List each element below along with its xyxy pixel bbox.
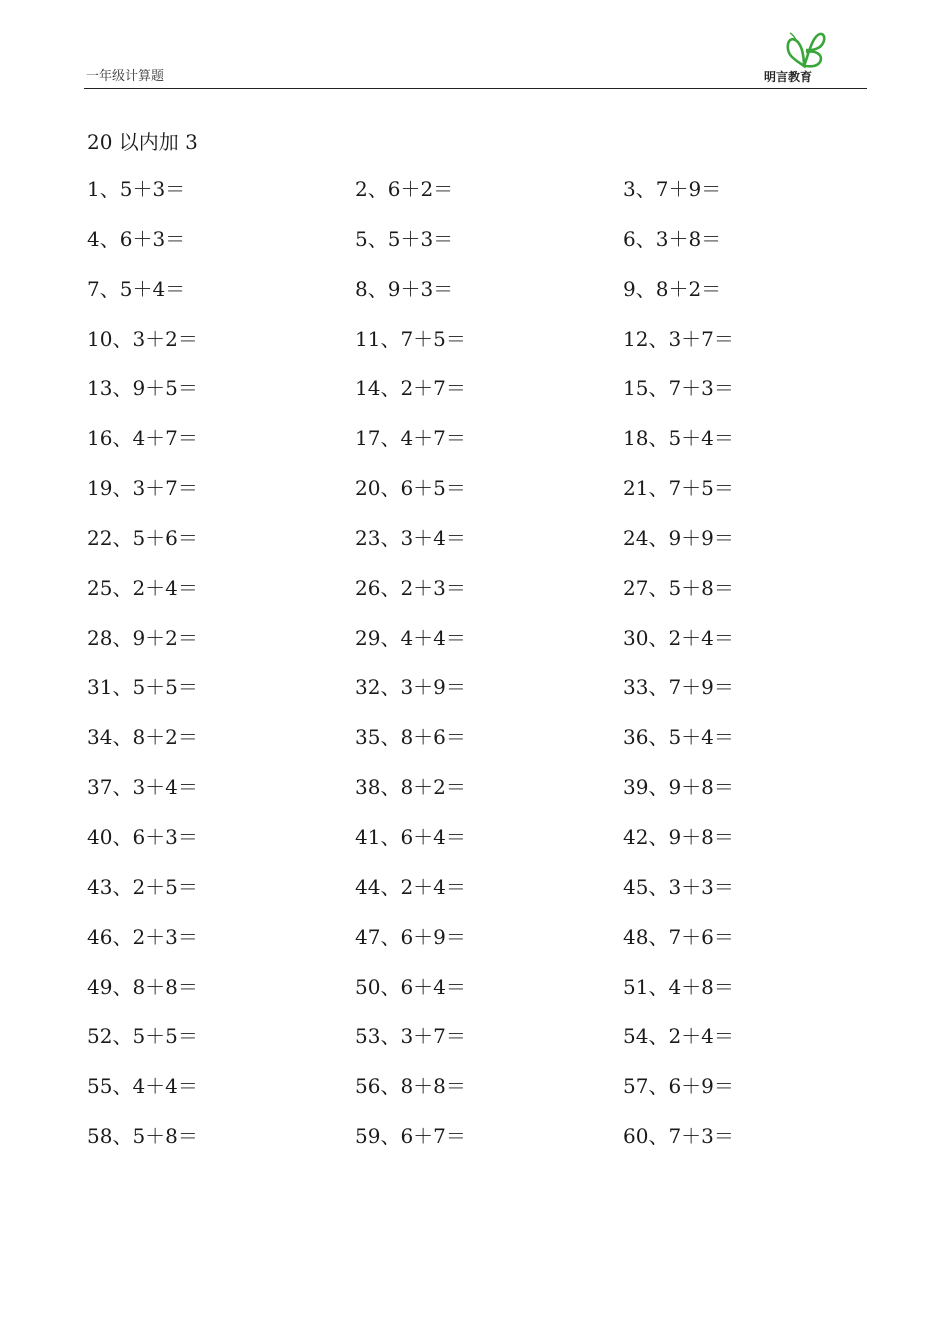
problem-item: 2、6＋2＝ bbox=[355, 177, 454, 201]
problem-item: 12、3＋7＝ bbox=[623, 326, 734, 351]
problem-item: 23、3＋4＝ bbox=[355, 525, 466, 550]
problem-item: 38、8＋2＝ bbox=[355, 775, 466, 800]
problem-item: 28、9＋2＝ bbox=[87, 625, 198, 650]
problem-item: 39、9＋8＝ bbox=[623, 775, 734, 800]
problem-item: 60、7＋3＝ bbox=[623, 1124, 734, 1149]
problem-item: 34、8＋2＝ bbox=[87, 725, 198, 750]
problem-item: 47、6＋9＝ bbox=[355, 924, 466, 949]
logo-text: 明言教育 bbox=[764, 70, 813, 84]
problem-item: 57、6＋9＝ bbox=[623, 1074, 734, 1099]
problem-item: 53、3＋7＝ bbox=[355, 1024, 466, 1049]
problem-item: 52、5＋5＝ bbox=[87, 1024, 198, 1049]
problem-item: 9、8＋2＝ bbox=[623, 276, 722, 301]
problem-item: 10、3＋2＝ bbox=[87, 326, 198, 351]
problem-item: 27、5＋8＝ bbox=[623, 575, 734, 600]
butterfly-icon bbox=[782, 30, 826, 70]
page-header bbox=[84, 30, 867, 89]
problem-item: 35、8＋6＝ bbox=[355, 725, 466, 750]
problem-item: 43、2＋5＝ bbox=[87, 874, 198, 899]
problem-item: 49、8＋8＝ bbox=[87, 974, 198, 999]
problem-item: 45、3＋3＝ bbox=[623, 874, 734, 899]
problem-item: 19、3＋7＝ bbox=[87, 476, 198, 501]
problem-item: 31、5＋5＝ bbox=[87, 675, 198, 700]
problem-item: 1、5＋3＝ bbox=[87, 177, 186, 201]
problem-item: 13、9＋5＝ bbox=[87, 376, 198, 401]
problem-item: 25、2＋4＝ bbox=[87, 575, 198, 600]
problem-item: 8、9＋3＝ bbox=[355, 276, 454, 301]
problem-item: 59、6＋7＝ bbox=[355, 1124, 466, 1149]
problem-item: 32、3＋9＝ bbox=[355, 675, 466, 700]
problem-item: 36、5＋4＝ bbox=[623, 725, 734, 750]
problem-item: 15、7＋3＝ bbox=[623, 376, 734, 401]
header-title: 一年级计算题 bbox=[86, 69, 165, 84]
problem-item: 58、5＋8＝ bbox=[87, 1124, 198, 1149]
problem-item: 44、2＋4＝ bbox=[355, 874, 466, 899]
problem-item: 48、7＋6＝ bbox=[623, 924, 734, 949]
problem-item: 14、2＋7＝ bbox=[355, 376, 466, 401]
logo bbox=[760, 30, 840, 86]
problem-item: 40、6＋3＝ bbox=[87, 824, 198, 849]
problem-item: 17、4＋7＝ bbox=[355, 426, 466, 451]
problem-item: 33、7＋9＝ bbox=[623, 675, 734, 700]
problem-item: 18、5＋4＝ bbox=[623, 426, 734, 451]
section-title: 20 以内加 3 bbox=[87, 130, 198, 154]
problem-item: 4、6＋3＝ bbox=[87, 226, 186, 251]
problem-item: 3、7＋9＝ bbox=[623, 177, 722, 201]
problem-item: 51、4＋8＝ bbox=[623, 974, 734, 999]
problem-item: 37、3＋4＝ bbox=[87, 775, 198, 800]
problem-item: 46、2＋3＝ bbox=[87, 924, 198, 949]
problem-item: 54、2＋4＝ bbox=[623, 1024, 734, 1049]
problem-item: 20、6＋5＝ bbox=[355, 476, 466, 501]
problem-item: 21、7＋5＝ bbox=[623, 476, 734, 501]
problem-item: 22、5＋6＝ bbox=[87, 525, 198, 550]
problem-item: 41、6＋4＝ bbox=[355, 824, 466, 849]
problem-item: 55、4＋4＝ bbox=[87, 1074, 198, 1099]
problem-item: 50、6＋4＝ bbox=[355, 974, 466, 999]
problem-item: 24、9＋9＝ bbox=[623, 525, 734, 550]
problem-item: 30、2＋4＝ bbox=[623, 625, 734, 650]
problem-item: 56、8＋8＝ bbox=[355, 1074, 466, 1099]
problem-item: 6、3＋8＝ bbox=[623, 226, 722, 251]
problem-grid bbox=[87, 176, 847, 1173]
problem-item: 5、5＋3＝ bbox=[355, 226, 454, 251]
problem-item: 26、2＋3＝ bbox=[355, 575, 466, 600]
problem-item: 16、4＋7＝ bbox=[87, 426, 198, 451]
problem-item: 42、9＋8＝ bbox=[623, 824, 734, 849]
problem-item: 29、4＋4＝ bbox=[355, 625, 466, 650]
problem-item: 7、5＋4＝ bbox=[87, 276, 186, 301]
problem-item: 11、7＋5＝ bbox=[355, 326, 466, 351]
